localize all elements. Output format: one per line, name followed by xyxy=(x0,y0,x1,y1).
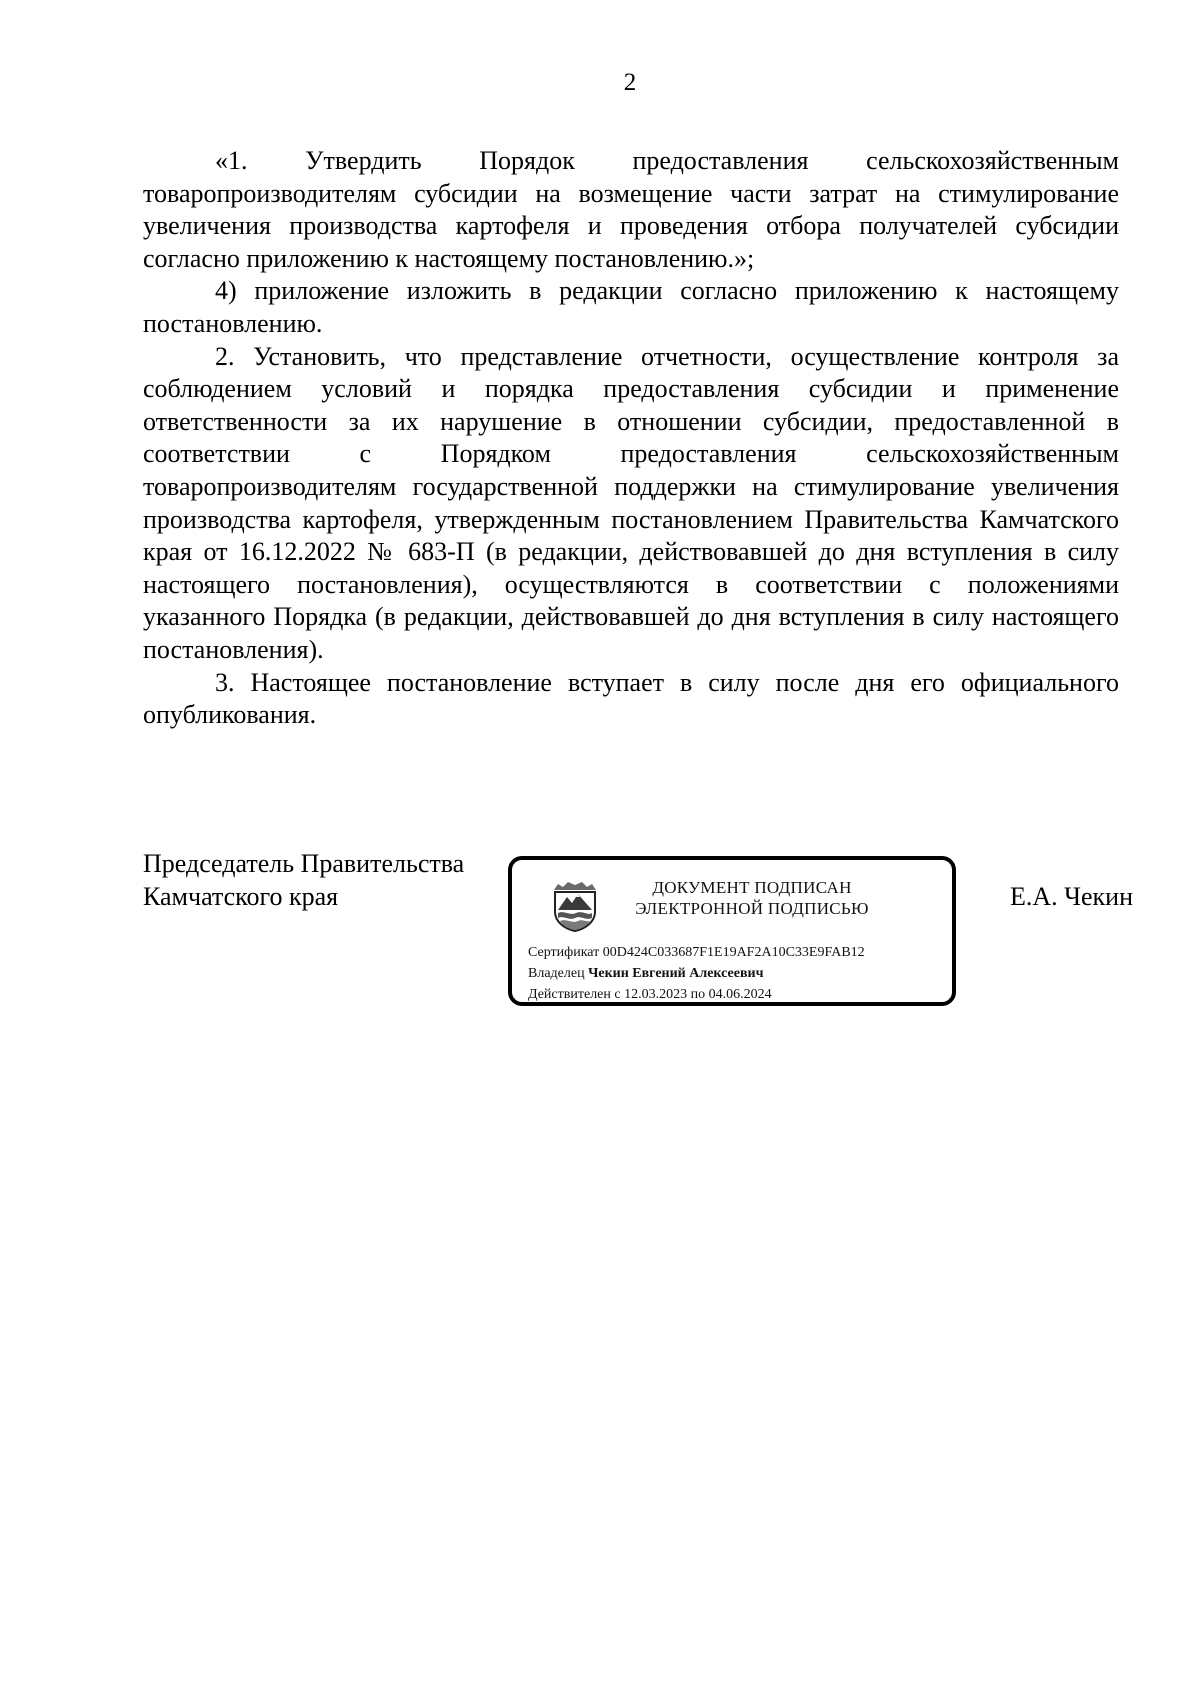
signer-title xyxy=(143,848,464,913)
validity-row xyxy=(528,984,953,1005)
owner-label: Владелец xyxy=(528,966,585,981)
document-body xyxy=(143,145,1119,732)
valid-to-date: 04.06.2024 xyxy=(708,987,772,1002)
signer-title-line-2: Камчатского края xyxy=(143,881,339,911)
coat-of-arms-icon xyxy=(550,880,600,932)
electronic-signature-stamp xyxy=(508,856,956,1006)
certificate-value: 00D424C033687F1E19AF2A10C33E9FAB12 xyxy=(602,945,865,960)
paragraph-annex-amendment: 4) приложение изложить в редакции согласно приложению к настоящему постановлению. xyxy=(143,276,1119,338)
paragraph-entry-into-force: 3. Настоящее постановление вступает в силу после дня его официального опубликования. xyxy=(143,667,1119,730)
valid-to-label: по xyxy=(690,987,706,1002)
valid-from-date: 12.03.2023 xyxy=(624,987,688,1002)
paragraph-approve-procedure: «1. Утвердить Порядок предоставления сельскохозяйственным товаропроизводителям субсидии на возмещение части затрат на стимулирование увеличения производства картофеля и проведения отбора получателей субсидии согласно приложению к настоящему постановлению.»; xyxy=(143,146,1119,273)
certificate-label: Сертификат xyxy=(528,945,600,960)
owner-row xyxy=(528,963,953,984)
signature-block xyxy=(143,848,1133,1028)
stamp-details xyxy=(528,942,953,1005)
paragraph-reporting-control: 2. Установить, что представление отчетности, осуществление контроля за соблюдением условий и порядка предоставления субсидии и применение ответственности за их нарушение в отношении субсидии, предоставленной в соответствии с Порядком предоставления сельскохозяйственным товаропроизводителям государственной поддержки на стимулирование увеличения производства картофеля, утвержденным постановлением Правительства Камчатского края от 16.12.2022 № 683-П (в редакции, действовавшей до дня вступления в силу настоящего постановления), осуществляются в соответствии с положениями указанного Порядка (в редакции, действовавшей до дня вступления в силу настоящего постановления). xyxy=(143,341,1119,664)
page-number: 2 xyxy=(623,69,637,96)
signer-title-line-1: Председатель Правительства xyxy=(143,849,465,878)
owner-value: Чекин Евгений Алексеевич xyxy=(588,966,764,981)
valid-label: Действителен xyxy=(528,987,611,1002)
stamp-heading xyxy=(622,877,882,919)
signer-name: Е.А. Чекин xyxy=(1009,882,1133,911)
stamp-heading-line-1: ДОКУМЕНТ ПОДПИСАН xyxy=(652,878,852,897)
stamp-heading-line-2: ЭЛЕКТРОННОЙ ПОДПИСЬЮ xyxy=(635,899,869,918)
certificate-row xyxy=(528,942,953,963)
valid-from-label: с xyxy=(614,987,621,1002)
